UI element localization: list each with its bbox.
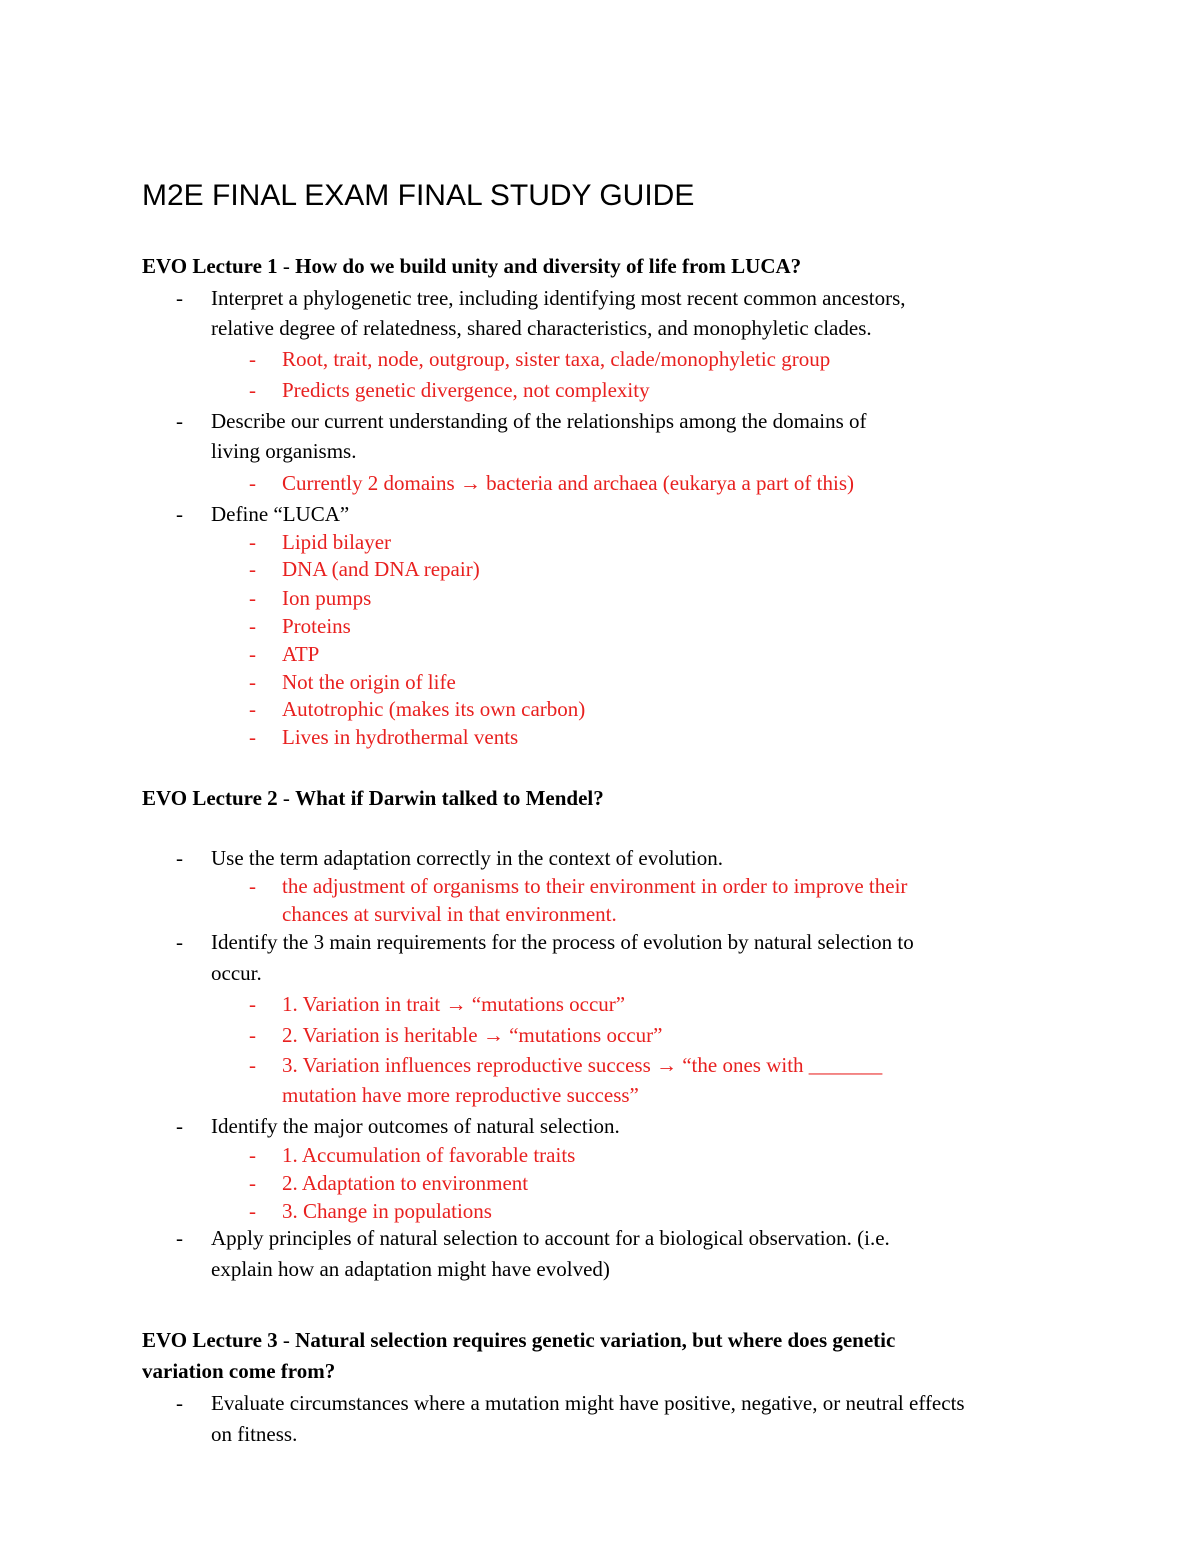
objective-text: occur. <box>211 961 262 985</box>
objective-text: Identify the 3 main requirements for the process of evolution by natural selection to <box>211 930 914 954</box>
bullet-dash: - <box>176 502 183 526</box>
bullet-dash: - <box>249 557 256 581</box>
objective-text: living organisms. <box>211 439 357 463</box>
bullet-dash: - <box>249 992 256 1016</box>
answer-text: Lives in hydrothermal vents <box>282 725 519 749</box>
answer-text: Not the origin of life <box>282 670 456 694</box>
objective-text: on fitness. <box>211 1422 298 1446</box>
objective-text: Use the term adaptation correctly in the context of evolution. <box>211 846 723 870</box>
answer-text: Autotrophic (makes its own carbon) <box>282 697 586 721</box>
answer-text: the adjustment of organisms to their environment in order to improve their <box>282 874 908 898</box>
answer-text: ATP <box>282 642 320 666</box>
answer-text: 1. Variation in trait → “mutations occur” <box>282 992 626 1016</box>
lecture-label: EVO Lecture 3 <box>142 1328 278 1352</box>
objective-text: Apply principles of natural selection to account for a biological observation. (i.e. <box>211 1226 890 1250</box>
answer-text: chances at survival in that environment. <box>282 902 617 926</box>
bullet-dash: - <box>249 471 256 495</box>
section-heading <box>142 251 801 281</box>
bullet-dash: - <box>249 1143 256 1167</box>
answer-text: 3. Variation influences reproductive success → “the ones with _______ <box>282 1053 883 1077</box>
bullet-dash: - <box>176 1391 183 1415</box>
answer-text: 3. Change in populations <box>282 1199 492 1223</box>
document-title: M2E FINAL EXAM FINAL STUDY GUIDE <box>142 179 695 212</box>
lecture-label: EVO Lecture 1 <box>142 254 278 278</box>
answer-text: Predicts genetic divergence, not complexity <box>282 378 650 402</box>
section-heading <box>142 783 604 813</box>
answer-text: Ion pumps <box>282 586 372 610</box>
heading-separator: - <box>277 786 296 810</box>
bullet-dash: - <box>249 1199 256 1223</box>
answer-text: Lipid bilayer <box>282 530 392 554</box>
objective-text: Describe our current understanding of the relationships among the domains of <box>211 409 867 433</box>
bullet-dash: - <box>249 586 256 610</box>
lecture-question: variation come from? <box>142 1359 336 1383</box>
answer-text: Proteins <box>282 614 351 638</box>
bullet-dash: - <box>176 409 183 433</box>
bullet-dash: - <box>249 530 256 554</box>
bullet-dash: - <box>176 286 183 310</box>
heading-separator: - <box>277 254 296 278</box>
answer-text: Root, trait, node, outgroup, sister taxa, clade/monophyletic group <box>282 347 831 371</box>
objective-text: Interpret a phylogenetic tree, including identifying most recent common ancestors, <box>211 286 906 310</box>
bullet-dash: - <box>249 670 256 694</box>
bullet-dash: - <box>249 1023 256 1047</box>
lecture-question: Natural selection requires genetic variation, but where does genetic <box>295 1328 896 1352</box>
bullet-dash: - <box>176 1226 183 1250</box>
objective-text: explain how an adaptation might have evolved) <box>211 1257 610 1281</box>
bullet-dash: - <box>249 697 256 721</box>
answer-text: Currently 2 domains → bacteria and archaea (eukarya a part of this) <box>282 471 855 495</box>
bullet-dash: - <box>249 1053 256 1077</box>
bullet-dash: - <box>176 846 183 870</box>
bullet-dash: - <box>249 725 256 749</box>
answer-text: 2. Variation is heritable → “mutations occur” <box>282 1023 663 1047</box>
lecture-question: How do we build unity and diversity of life from LUCA? <box>295 254 802 278</box>
answer-text: 2. Adaptation to environment <box>282 1171 529 1195</box>
bullet-dash: - <box>249 378 256 402</box>
section-heading-continued <box>142 1356 335 1386</box>
lecture-label: EVO Lecture 2 <box>142 786 278 810</box>
answer-text: mutation have more reproductive success” <box>282 1083 639 1107</box>
heading-separator: - <box>277 1328 296 1352</box>
objective-text: Identify the major outcomes of natural selection. <box>211 1114 620 1138</box>
bullet-dash: - <box>249 347 256 371</box>
section-heading <box>142 1325 895 1355</box>
bullet-dash: - <box>176 1114 183 1138</box>
bullet-dash: - <box>249 874 256 898</box>
bullet-dash: - <box>249 642 256 666</box>
objective-text: Evaluate circumstances where a mutation might have positive, negative, or neutral effects <box>211 1391 965 1415</box>
bullet-dash: - <box>249 614 256 638</box>
bullet-dash: - <box>176 930 183 954</box>
answer-text: 1. Accumulation of favorable traits <box>282 1143 576 1167</box>
objective-text: relative degree of relatedness, shared characteristics, and monophyletic clades. <box>211 316 872 340</box>
lecture-question: What if Darwin talked to Mendel? <box>295 786 604 810</box>
objective-text: Define “LUCA” <box>211 502 350 526</box>
answer-text: DNA (and DNA repair) <box>282 557 480 581</box>
bullet-dash: - <box>249 1171 256 1195</box>
